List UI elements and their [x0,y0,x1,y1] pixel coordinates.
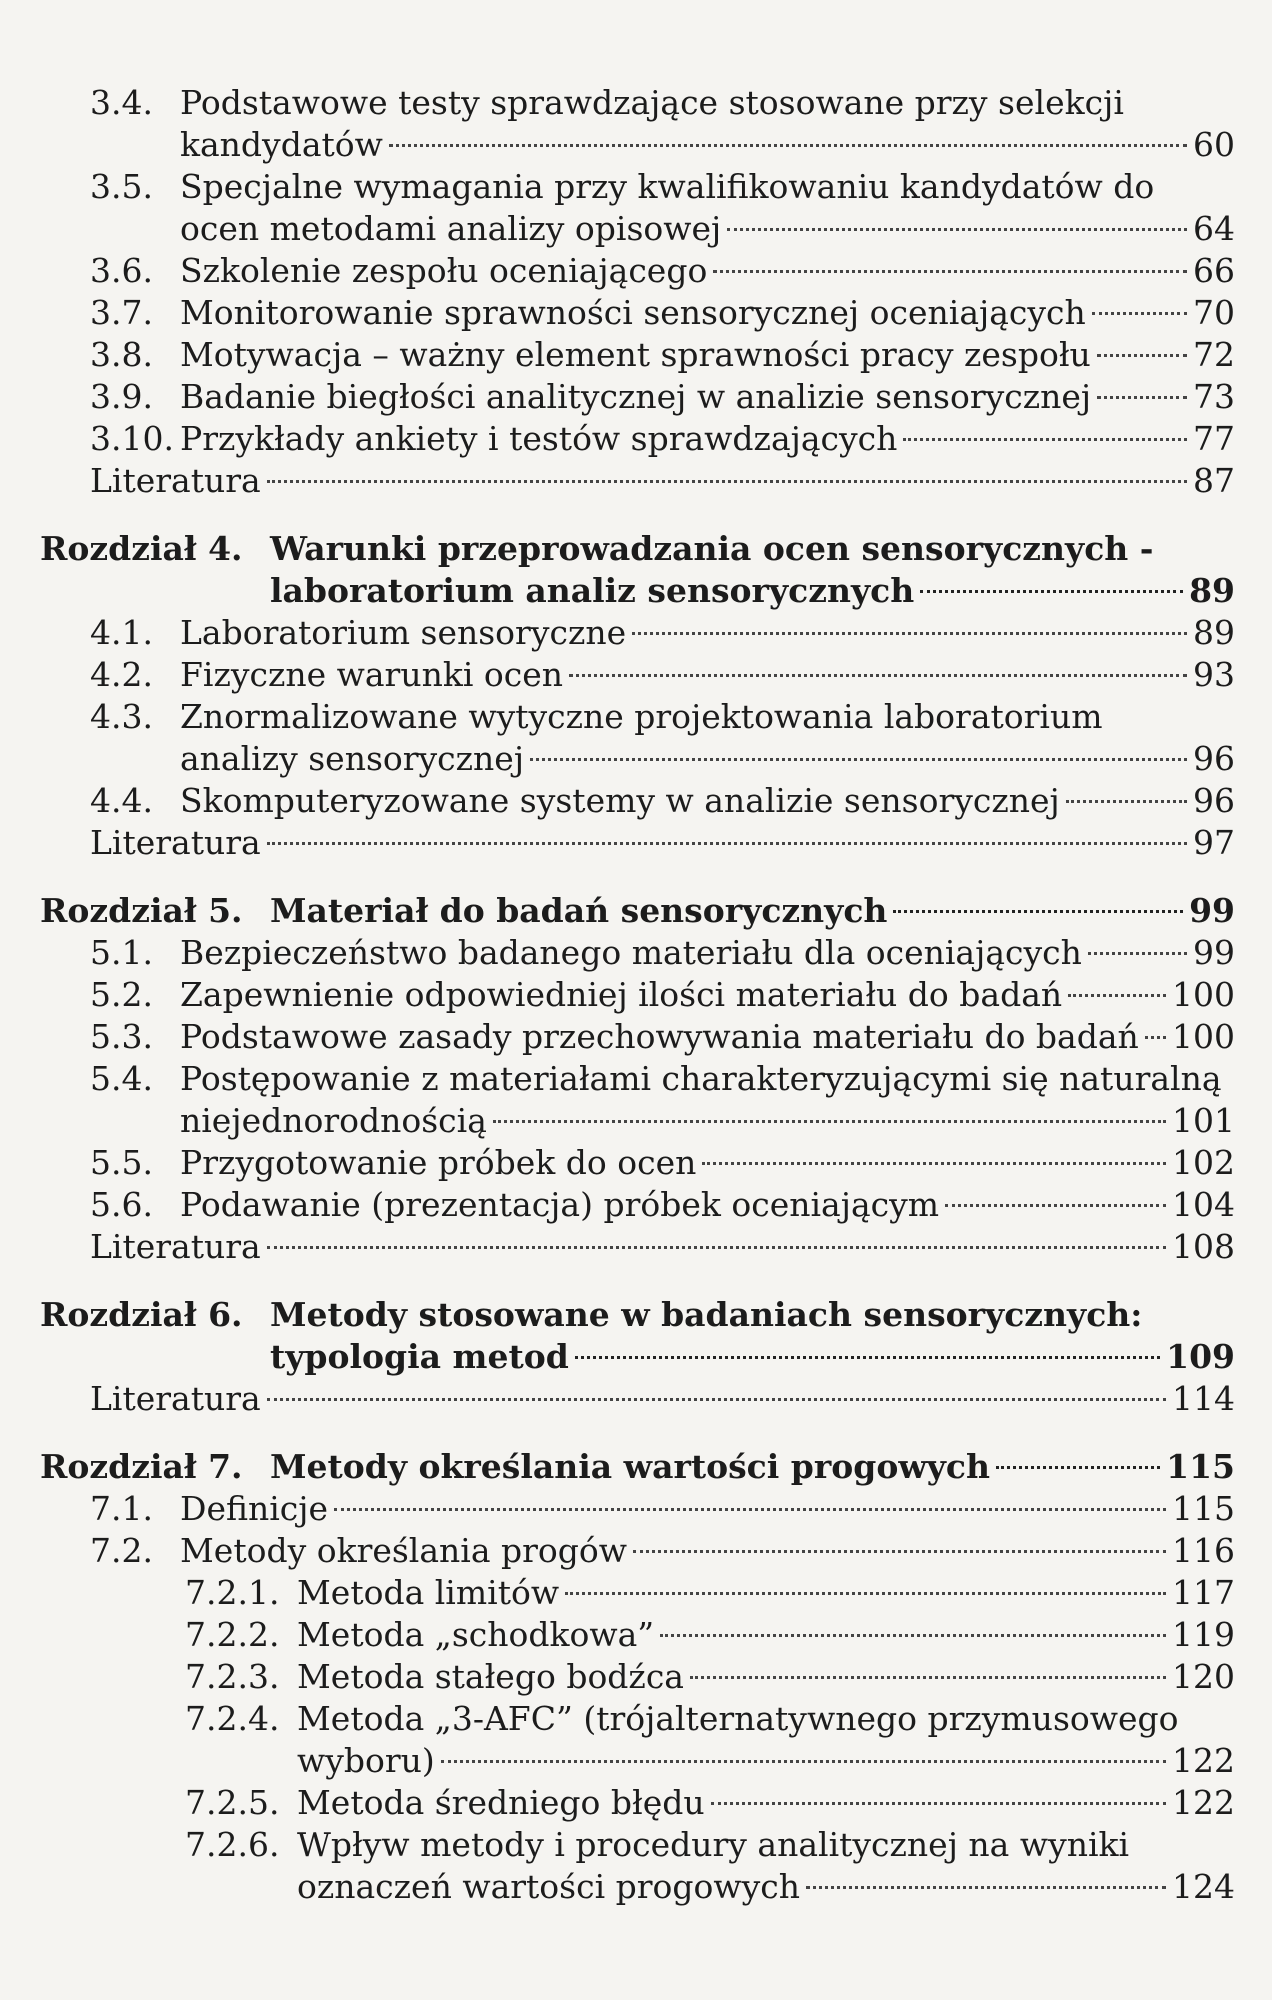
toc-entry [40,1572,1235,1614]
dot-leader [1088,952,1187,955]
toc-entry [40,696,1235,780]
page-number: 73 [1193,377,1235,416]
toc-entry [40,376,1235,418]
dot-leader [267,842,1187,845]
dot-leader [920,590,1183,593]
toc-entry [40,932,1235,974]
page-number: 97 [1193,823,1235,862]
page-number: 96 [1193,739,1235,778]
entry-number: 5.2. [90,975,153,1014]
entry-title-line: wyboru) [297,1741,435,1780]
toc-entry [40,1016,1235,1058]
toc-entry [40,292,1235,334]
dot-leader [334,1508,1166,1511]
entry-title-line: typologia metod [270,1337,569,1376]
entry-number: 7.1. [90,1489,153,1528]
entry-number: 3.8. [90,335,153,374]
dot-leader [1068,994,1166,997]
toc-entry [40,1656,1235,1698]
page-number: 117 [1172,1573,1235,1612]
toc-entry [40,1530,1235,1572]
entry-title-line: Podstawowe zasady przechowywania materiału do badań [180,1017,1139,1056]
entry-title-line: Podawanie (prezentacja) próbek oceniającym [180,1185,940,1224]
dot-leader [1097,396,1187,399]
entry-number: 3.9. [90,377,153,416]
entry-title-line: Warunki przeprowadzania ocen sensorycznych - [270,529,1154,568]
entry-number: 5.4. [90,1059,153,1098]
dot-leader [575,1356,1160,1359]
entry-title-line: Zapewnienie odpowiedniej ilości materiału do badań [180,975,1063,1014]
entry-title-line: Literatura [90,1379,261,1418]
entry-title-line: Metoda „schodkowa” [297,1615,655,1654]
dot-leader [530,758,1187,761]
dot-leader [441,1760,1166,1763]
entry-number: 5.1. [90,933,153,972]
page-number: 101 [1172,1101,1235,1140]
dot-leader [893,910,1183,913]
dot-leader [690,1676,1166,1679]
dot-leader [711,1802,1166,1805]
entry-title-line: Monitorowanie sprawności sensorycznej oceniających [180,293,1086,332]
entry-title-line: Laboratorium sensoryczne [180,613,627,652]
dot-leader [806,1886,1166,1889]
page-number: 124 [1172,1867,1235,1906]
entry-number: Rozdział 6. [40,1295,243,1334]
page-number: 104 [1172,1185,1235,1224]
toc-entry [40,1142,1235,1184]
entry-title-line: Literatura [90,823,261,862]
entry-number: Rozdział 5. [40,891,243,930]
entry-title-line: Metody stosowane w badaniach sensorycznych: [270,1295,1143,1334]
entry-title-line: laboratorium analiz sensorycznych [270,571,915,610]
page-number: 77 [1193,419,1235,458]
page-number: 89 [1189,571,1235,610]
toc-entry [40,654,1235,696]
dot-leader [633,1550,1166,1553]
entry-number: 3.10. [90,419,174,458]
entry-title-line: Skomputeryzowane systemy w analizie sensorycznej [180,781,1060,820]
toc-entry [40,82,1235,166]
dot-leader [1097,354,1187,357]
dot-leader [632,632,1187,635]
entry-number: 3.6. [90,251,153,290]
page-number: 70 [1193,293,1235,332]
entry-title-line: analizy sensorycznej [180,739,525,778]
toc-chapter [40,528,1235,612]
page-number: 122 [1172,1783,1235,1822]
entry-title-line: Przygotowanie próbek do ocen [180,1143,697,1182]
page-number: 89 [1193,613,1235,652]
entry-title-line: Przykłady ankiety i testów sprawdzających [180,419,898,458]
entry-number: 7.2. [90,1531,153,1570]
toc-entry [40,1184,1235,1226]
entry-title-line: Metody określania progów [180,1531,628,1570]
dot-leader [267,1246,1166,1249]
entry-number: 7.2.4. [185,1699,280,1738]
page-number: 99 [1189,891,1235,930]
entry-number: 4.4. [90,781,153,820]
entry-title-line: oznaczeń wartości progowych [297,1867,800,1906]
toc-entry [40,974,1235,1016]
dot-leader [565,1592,1166,1595]
toc-literature [40,460,1235,502]
toc-entry [40,334,1235,376]
dot-leader [389,144,1187,147]
dot-leader [267,480,1187,483]
dot-leader [1092,312,1187,315]
entry-title-line: Fizyczne warunki ocen [180,655,563,694]
entry-number: 5.6. [90,1185,153,1224]
dot-leader [996,1466,1160,1469]
entry-title-line: Metoda limitów [297,1573,560,1612]
toc-literature [40,1226,1235,1268]
page-number: 100 [1172,975,1235,1014]
entry-title-line: Metoda średniego błędu [297,1783,705,1822]
entry-title-line: niejednorodnością [180,1101,487,1140]
toc-chapter [40,890,1235,932]
page-number: 66 [1193,251,1235,290]
entry-number: Rozdział 7. [40,1447,243,1486]
dot-leader [1066,800,1187,803]
toc-entry [40,612,1235,654]
toc-entry [40,1824,1235,1908]
entry-title-line: Postępowanie z materiałami charakteryzującymi się naturalną [180,1059,1222,1098]
dot-leader [267,1398,1166,1401]
entry-number: Rozdział 4. [40,529,243,568]
entry-number: 5.5. [90,1143,153,1182]
toc-entry [40,1782,1235,1824]
dot-leader [493,1120,1166,1123]
toc-entry [40,418,1235,460]
page-number: 116 [1172,1531,1235,1570]
page-number: 114 [1172,1379,1235,1418]
entry-title-line: Szkolenie zespołu oceniającego [180,251,708,290]
entry-title-line: Motywacja – ważny element sprawności pracy zespołu [180,335,1091,374]
entry-number: 4.3. [90,697,153,736]
entry-number: 5.3. [90,1017,153,1056]
toc-entry [40,1058,1235,1142]
entry-title-line: ocen metodami analizy opisowej [180,209,722,248]
toc-chapter [40,1446,1235,1488]
entry-title-line: Podstawowe testy sprawdzające stosowane przy selekcji [180,83,1124,122]
dot-leader [1145,1036,1166,1039]
page-number: 72 [1193,335,1235,374]
entry-title-line: Metoda „3-AFC” (trójalternatywnego przymusowego [297,1699,1179,1738]
page-number: 122 [1172,1741,1235,1780]
dot-leader [569,674,1187,677]
entry-title-line: Literatura [90,1227,261,1266]
toc-entry [40,780,1235,822]
toc-entry [40,1614,1235,1656]
page-number: 119 [1172,1615,1235,1654]
page-number: 60 [1193,125,1235,164]
entry-number: 7.2.3. [185,1657,280,1696]
dot-leader [903,438,1187,441]
entry-title-line: Specjalne wymagania przy kwalifikowaniu kandydatów do [180,167,1155,206]
entry-number: 7.2.5. [185,1783,280,1822]
dot-leader [727,228,1187,231]
entry-title-line: Metody określania wartości progowych [270,1447,991,1486]
entry-title-line: kandydatów [180,125,383,164]
entry-number: 4.2. [90,655,153,694]
page-number: 120 [1172,1657,1235,1696]
dot-leader [702,1162,1166,1165]
table-of-contents [40,82,1235,1908]
entry-title-line: Definicje [180,1489,329,1528]
dot-leader [713,270,1187,273]
dot-leader [660,1634,1166,1637]
page-number: 96 [1193,781,1235,820]
page-number: 115 [1166,1447,1235,1486]
page-number: 115 [1172,1489,1235,1528]
entry-title-line: Metoda stałego bodźca [297,1657,684,1696]
entry-number: 7.2.6. [185,1825,280,1864]
page-number: 64 [1193,209,1235,248]
entry-title-line: Znormalizowane wytyczne projektowania laboratorium [180,697,1103,736]
page-number: 108 [1172,1227,1235,1266]
toc-entry [40,1698,1235,1782]
entry-number: 3.5. [90,167,153,206]
page-number: 99 [1193,933,1235,972]
toc-literature [40,822,1235,864]
entry-title-line: Materiał do badań sensorycznych [270,891,888,930]
entry-number: 3.7. [90,293,153,332]
page-number: 109 [1166,1337,1235,1376]
entry-number: 3.4. [90,83,153,122]
toc-entry [40,1488,1235,1530]
page-number: 87 [1193,461,1235,500]
entry-title-line: Bezpieczeństwo badanego materiału dla oceniających [180,933,1082,972]
entry-title-line: Wpływ metody i procedury analitycznej na wyniki [297,1825,1130,1864]
entry-number: 7.2.2. [185,1615,280,1654]
toc-entry [40,250,1235,292]
entry-number: 4.1. [90,613,153,652]
toc-literature [40,1378,1235,1420]
entry-title-line: Literatura [90,461,261,500]
entry-title-line: Badanie biegłości analitycznej w analizie sensorycznej [180,377,1092,416]
page-number: 102 [1172,1143,1235,1182]
toc-chapter [40,1294,1235,1378]
entry-number: 7.2.1. [185,1573,280,1612]
dot-leader [945,1204,1166,1207]
toc-entry [40,166,1235,250]
page-number: 100 [1172,1017,1235,1056]
page-number: 93 [1193,655,1235,694]
